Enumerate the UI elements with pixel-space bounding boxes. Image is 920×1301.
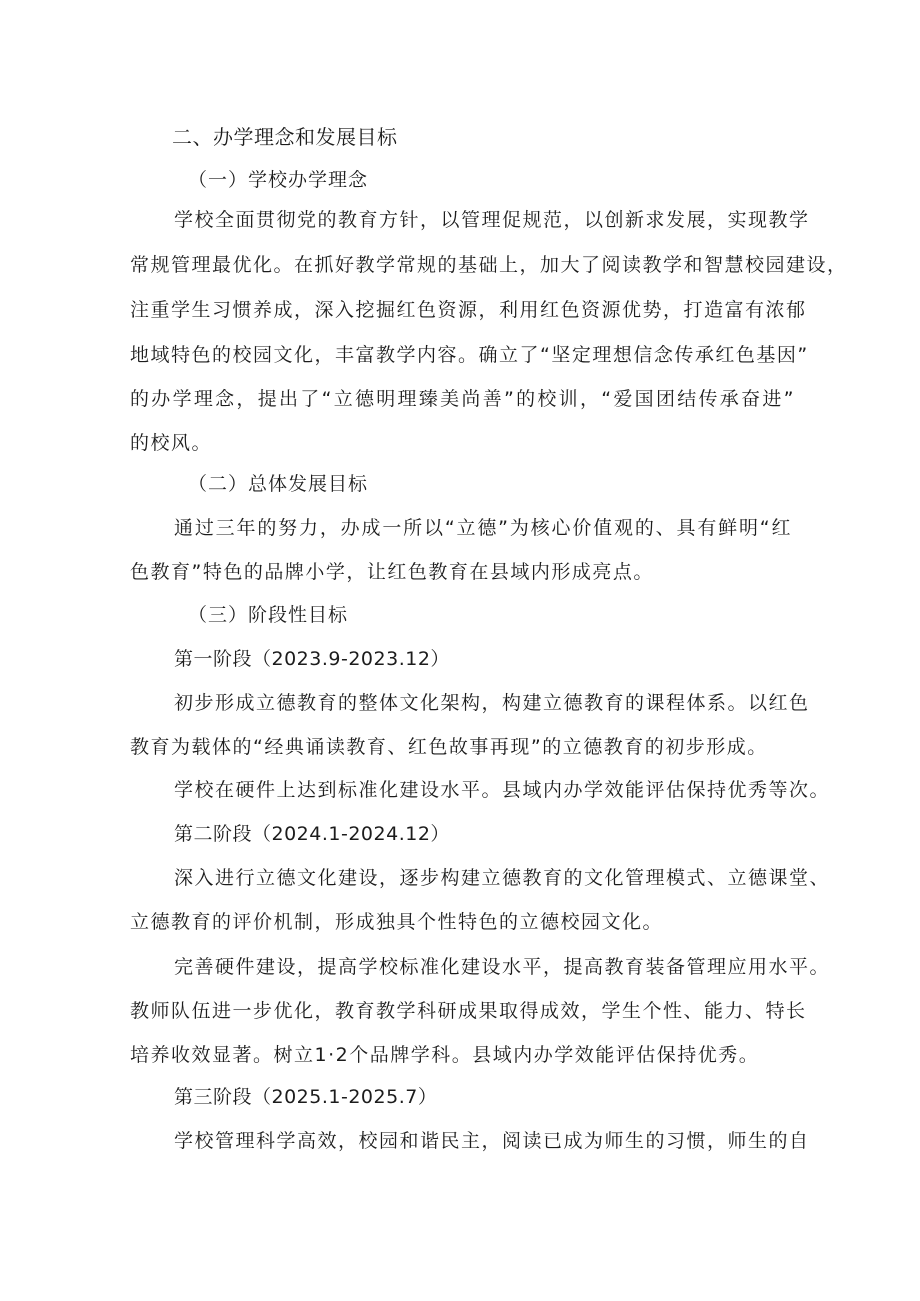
- stage2-line: 教师队伍进一步优化，教育教学科研成果取得成效，学生个性、能力、特长: [130, 1000, 807, 1022]
- philosophy-line: 学校全面贯彻党的教育方针，以管理促规范，以创新求发展，实现教学: [174, 209, 810, 231]
- stage3-title: 第三阶段（2025.1-2025.7）: [174, 1086, 438, 1108]
- overall-goal-heading: （二）总体发展目标: [188, 473, 369, 495]
- stage-goals-heading: （三）阶段性目标: [188, 604, 349, 626]
- philosophy-line: 常规管理最优化。在抓好教学常规的基础上，加大了阅读教学和智慧校园建设，: [130, 254, 848, 276]
- stage2-line: 培养收效显著。树立1·2个品牌学科。县域内办学效能评估保持优秀。: [130, 1044, 760, 1066]
- stage1-line: 初步形成立德教育的整体文化架构，构建立德教育的课程体系。以红色: [174, 692, 810, 714]
- stage2-line: 立德教育的评价机制，形成独具个性特色的立德校园文化。: [130, 911, 664, 933]
- philosophy-line: 地域特色的校园文化，丰富教学内容。确立了“坚定理想信念传承红色基因”: [130, 344, 809, 366]
- philosophy-line: 的办学理念，提出了“立德明理臻美尚善”的校训，“爱国团结传承奋进”: [130, 388, 795, 410]
- stage2-line: 深入进行立德文化建设，逐步构建立德教育的文化管理模式、立德课堂、: [174, 867, 831, 889]
- philosophy-heading: （一）学校办学理念: [188, 169, 369, 191]
- stage1-line: 教育为载体的“经典诵读教育、红色故事再现”的立德教育的初步形成。: [130, 736, 768, 758]
- stage3-line: 学校管理科学高效，校园和谐民主，阅读已成为师生的习惯，师生的自: [174, 1130, 810, 1152]
- stage2-title: 第二阶段（2024.1-2024.12）: [174, 823, 450, 845]
- stage1-title: 第一阶段（2023.9-2023.12）: [174, 648, 450, 670]
- overall-goal-line: 通过三年的努力，办成一所以“立德”为核心价值观的、具有鲜明“红: [174, 517, 792, 539]
- stage1-line: 学校在硬件上达到标准化建设水平。县域内办学效能评估保持优秀等次。: [174, 779, 831, 801]
- philosophy-line: 的校风。: [130, 432, 213, 454]
- section-title: 二、办学理念和发展目标: [172, 125, 398, 149]
- overall-goal-line: 色教育”特色的品牌小学，让红色教育在县域内形成亮点。: [130, 561, 654, 583]
- stage2-line: 完善硬件建设，提高学校标准化建设水平，提高教育装备管理应用水平。: [174, 956, 831, 978]
- philosophy-line: 注重学生习惯养成，深入挖掘红色资源，利用红色资源优势，打造富有浓郁: [130, 299, 807, 321]
